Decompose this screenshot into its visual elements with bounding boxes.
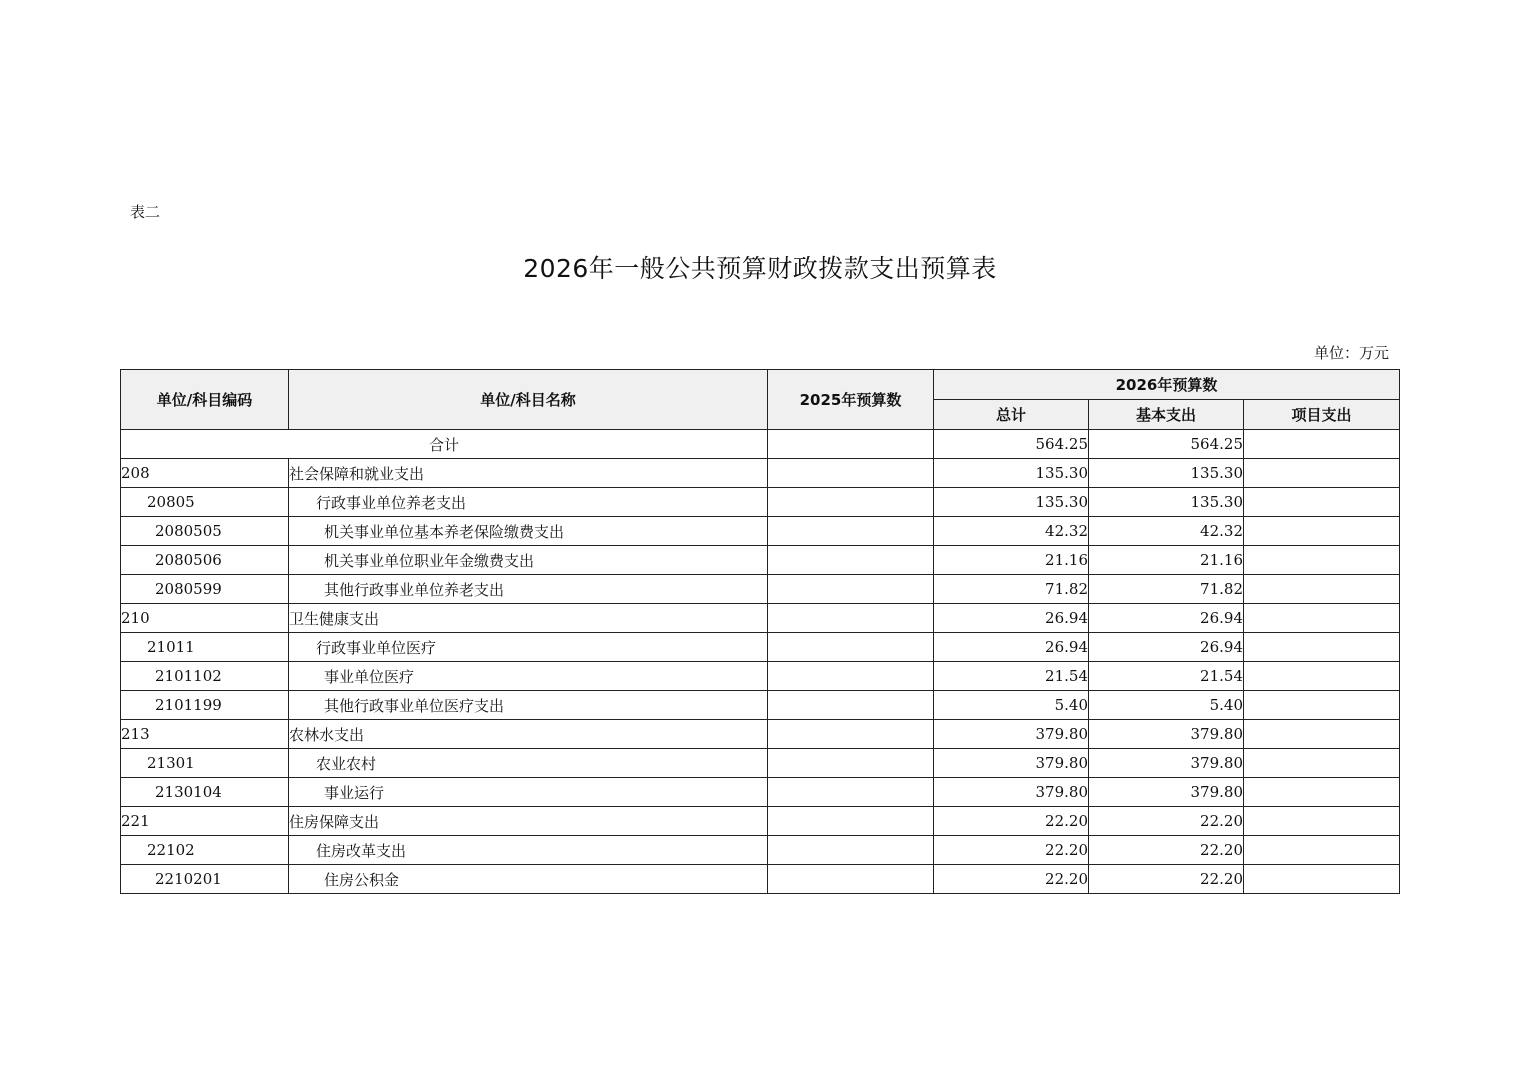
row-prev-budget bbox=[768, 517, 934, 546]
column-header-prev-budget: 2025年预算数 bbox=[768, 370, 934, 430]
row-basic: 379.80 bbox=[1089, 720, 1244, 749]
row-name: 住房改革支出 bbox=[289, 836, 768, 865]
row-project bbox=[1244, 517, 1400, 546]
row-project bbox=[1244, 865, 1400, 894]
row-project bbox=[1244, 488, 1400, 517]
row-project bbox=[1244, 633, 1400, 662]
row-prev-budget bbox=[768, 488, 934, 517]
row-prev-budget bbox=[768, 778, 934, 807]
row-prev-budget bbox=[768, 865, 934, 894]
row-basic: 21.16 bbox=[1089, 546, 1244, 575]
row-project bbox=[1244, 691, 1400, 720]
table-row bbox=[121, 517, 1400, 546]
row-basic: 22.20 bbox=[1089, 807, 1244, 836]
row-total: 135.30 bbox=[934, 488, 1089, 517]
row-basic: 135.30 bbox=[1089, 488, 1244, 517]
row-code: 21301 bbox=[121, 749, 289, 778]
total-row-prev-budget bbox=[768, 430, 934, 459]
row-basic: 135.30 bbox=[1089, 459, 1244, 488]
row-name: 机关事业单位职业年金缴费支出 bbox=[289, 546, 768, 575]
table-row bbox=[121, 604, 1400, 633]
row-basic: 22.20 bbox=[1089, 836, 1244, 865]
row-basic: 42.32 bbox=[1089, 517, 1244, 546]
table-row bbox=[121, 691, 1400, 720]
row-project bbox=[1244, 604, 1400, 633]
row-name: 其他行政事业单位医疗支出 bbox=[289, 691, 768, 720]
row-code: 21011 bbox=[121, 633, 289, 662]
total-row-basic: 564.25 bbox=[1089, 430, 1244, 459]
column-header-total: 总计 bbox=[934, 400, 1089, 430]
row-name: 事业单位医疗 bbox=[289, 662, 768, 691]
row-basic: 379.80 bbox=[1089, 749, 1244, 778]
row-basic: 22.20 bbox=[1089, 865, 1244, 894]
row-total: 42.32 bbox=[934, 517, 1089, 546]
row-total: 22.20 bbox=[934, 807, 1089, 836]
row-basic: 26.94 bbox=[1089, 604, 1244, 633]
table-row bbox=[121, 546, 1400, 575]
row-name: 行政事业单位医疗 bbox=[289, 633, 768, 662]
row-total: 379.80 bbox=[934, 749, 1089, 778]
row-total: 21.54 bbox=[934, 662, 1089, 691]
row-basic: 21.54 bbox=[1089, 662, 1244, 691]
row-total: 135.30 bbox=[934, 459, 1089, 488]
total-row-label: 合计 bbox=[121, 430, 768, 459]
row-basic: 26.94 bbox=[1089, 633, 1244, 662]
row-prev-budget bbox=[768, 720, 934, 749]
row-total: 26.94 bbox=[934, 604, 1089, 633]
table-row bbox=[121, 459, 1400, 488]
table-row bbox=[121, 633, 1400, 662]
row-total: 26.94 bbox=[934, 633, 1089, 662]
row-total: 379.80 bbox=[934, 720, 1089, 749]
row-name: 卫生健康支出 bbox=[289, 604, 768, 633]
row-prev-budget bbox=[768, 575, 934, 604]
row-code: 2080599 bbox=[121, 575, 289, 604]
table-row bbox=[121, 749, 1400, 778]
table-row bbox=[121, 662, 1400, 691]
row-name: 社会保障和就业支出 bbox=[289, 459, 768, 488]
row-name: 农业农村 bbox=[289, 749, 768, 778]
row-code: 2080506 bbox=[121, 546, 289, 575]
row-prev-budget bbox=[768, 633, 934, 662]
row-code: 22102 bbox=[121, 836, 289, 865]
row-prev-budget bbox=[768, 836, 934, 865]
row-name: 住房保障支出 bbox=[289, 807, 768, 836]
row-project bbox=[1244, 836, 1400, 865]
column-header-project: 项目支出 bbox=[1244, 400, 1400, 430]
row-name: 机关事业单位基本养老保险缴费支出 bbox=[289, 517, 768, 546]
row-basic: 71.82 bbox=[1089, 575, 1244, 604]
row-code: 20805 bbox=[121, 488, 289, 517]
row-project bbox=[1244, 778, 1400, 807]
row-project bbox=[1244, 749, 1400, 778]
column-header-cur-budget-group: 2026年预算数 bbox=[934, 370, 1400, 400]
column-header-code: 单位/科目编码 bbox=[121, 370, 289, 430]
row-name: 事业运行 bbox=[289, 778, 768, 807]
row-total: 22.20 bbox=[934, 865, 1089, 894]
row-total: 22.20 bbox=[934, 836, 1089, 865]
row-code: 2080505 bbox=[121, 517, 289, 546]
row-project bbox=[1244, 459, 1400, 488]
table-row bbox=[121, 575, 1400, 604]
row-prev-budget bbox=[768, 807, 934, 836]
row-project bbox=[1244, 546, 1400, 575]
row-name: 农林水支出 bbox=[289, 720, 768, 749]
row-code: 2101102 bbox=[121, 662, 289, 691]
table-row bbox=[121, 720, 1400, 749]
unit-note: 单位：万元 bbox=[1313, 344, 1389, 362]
table-header bbox=[121, 370, 1400, 430]
table-body bbox=[121, 430, 1400, 894]
table-row bbox=[121, 865, 1400, 894]
row-basic: 5.40 bbox=[1089, 691, 1244, 720]
row-prev-budget bbox=[768, 749, 934, 778]
row-project bbox=[1244, 662, 1400, 691]
table-row bbox=[121, 488, 1400, 517]
row-code: 210 bbox=[121, 604, 289, 633]
table-row bbox=[121, 836, 1400, 865]
total-row-project bbox=[1244, 430, 1400, 459]
row-total: 21.16 bbox=[934, 546, 1089, 575]
page-title: 2026年一般公共预算财政拨款支出预算表 bbox=[523, 254, 997, 283]
row-project bbox=[1244, 720, 1400, 749]
row-total: 5.40 bbox=[934, 691, 1089, 720]
row-project bbox=[1244, 575, 1400, 604]
row-name: 其他行政事业单位养老支出 bbox=[289, 575, 768, 604]
row-code: 2101199 bbox=[121, 691, 289, 720]
row-name: 住房公积金 bbox=[289, 865, 768, 894]
column-header-name: 单位/科目名称 bbox=[289, 370, 768, 430]
table-number-label: 表二 bbox=[130, 203, 161, 221]
table-row bbox=[121, 778, 1400, 807]
row-prev-budget bbox=[768, 546, 934, 575]
row-project bbox=[1244, 807, 1400, 836]
row-code: 2130104 bbox=[121, 778, 289, 807]
total-row-total: 564.25 bbox=[934, 430, 1089, 459]
total-row bbox=[121, 430, 1400, 459]
row-total: 379.80 bbox=[934, 778, 1089, 807]
row-total: 71.82 bbox=[934, 575, 1089, 604]
budget-table bbox=[120, 369, 1400, 894]
column-header-basic: 基本支出 bbox=[1089, 400, 1244, 430]
row-code: 221 bbox=[121, 807, 289, 836]
row-prev-budget bbox=[768, 604, 934, 633]
table-row bbox=[121, 807, 1400, 836]
row-name: 行政事业单位养老支出 bbox=[289, 488, 768, 517]
row-basic: 379.80 bbox=[1089, 778, 1244, 807]
row-prev-budget bbox=[768, 662, 934, 691]
row-prev-budget bbox=[768, 459, 934, 488]
row-code: 208 bbox=[121, 459, 289, 488]
row-prev-budget bbox=[768, 691, 934, 720]
row-code: 213 bbox=[121, 720, 289, 749]
row-code: 2210201 bbox=[121, 865, 289, 894]
